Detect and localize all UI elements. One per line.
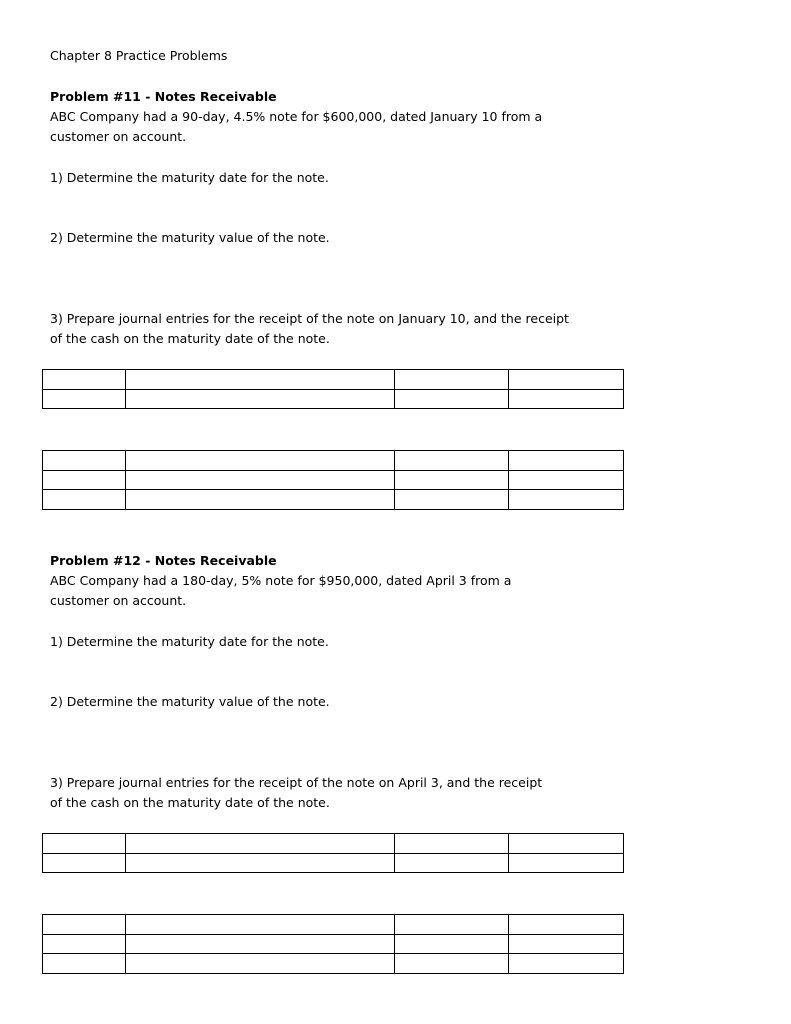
credit-cell[interactable] (509, 934, 624, 954)
problem-12-journal-entry-1 (42, 833, 624, 873)
credit-cell[interactable] (509, 853, 624, 873)
problem-12-intro-line1: ABC Company had a 180-day, 5% note for $950,000, dated April 3 from a (50, 573, 512, 588)
debit-cell[interactable] (395, 934, 509, 954)
debit-cell[interactable] (395, 370, 509, 390)
credit-cell[interactable] (509, 834, 624, 854)
date-cell[interactable] (43, 834, 126, 854)
debit-cell[interactable] (395, 490, 509, 510)
date-cell[interactable] (43, 370, 126, 390)
problem-12-question-1: 1) Determine the maturity date for the note. (50, 634, 329, 649)
credit-cell[interactable] (509, 490, 624, 510)
date-cell[interactable] (43, 934, 126, 954)
account-cell[interactable] (126, 470, 395, 490)
account-cell[interactable] (126, 834, 395, 854)
problem-11-heading: Problem #11 - Notes Receivable (50, 89, 277, 104)
problem-11-intro-line1: ABC Company had a 90-day, 4.5% note for $600,000, dated January 10 from a (50, 109, 543, 124)
account-cell[interactable] (126, 853, 395, 873)
table-row (43, 490, 624, 510)
credit-cell[interactable] (509, 470, 624, 490)
table-row (43, 370, 624, 390)
problem-11-journal-entry-2 (42, 450, 624, 510)
problem-12-question-2: 2) Determine the maturity value of the note. (50, 694, 330, 709)
doc-title: Chapter 8 Practice Problems (50, 48, 228, 63)
debit-cell[interactable] (395, 954, 509, 974)
problem-11-question-3-line2: of the cash on the maturity date of the note. (50, 331, 330, 346)
problem-12-heading: Problem #12 - Notes Receivable (50, 553, 277, 568)
problem-11-journal-entry-1 (42, 369, 624, 409)
debit-cell[interactable] (395, 853, 509, 873)
account-cell[interactable] (126, 934, 395, 954)
problem-11-intro-line2: customer on account. (50, 129, 187, 144)
problem-12-intro-line2: customer on account. (50, 593, 187, 608)
table-row (43, 954, 624, 974)
date-cell[interactable] (43, 915, 126, 935)
credit-cell[interactable] (509, 389, 624, 409)
table-row (43, 389, 624, 409)
credit-cell[interactable] (509, 954, 624, 974)
table-row (43, 853, 624, 873)
account-cell[interactable] (126, 389, 395, 409)
credit-cell[interactable] (509, 451, 624, 471)
problem-12-question-3-line1: 3) Prepare journal entries for the receipt of the note on April 3, and the receipt (50, 775, 543, 790)
table-row (43, 915, 624, 935)
debit-cell[interactable] (395, 470, 509, 490)
debit-cell[interactable] (395, 915, 509, 935)
table-row (43, 451, 624, 471)
credit-cell[interactable] (509, 915, 624, 935)
account-cell[interactable] (126, 954, 395, 974)
date-cell[interactable] (43, 954, 126, 974)
table-row (43, 470, 624, 490)
debit-cell[interactable] (395, 389, 509, 409)
date-cell[interactable] (43, 451, 126, 471)
account-cell[interactable] (126, 451, 395, 471)
date-cell[interactable] (43, 470, 126, 490)
problem-11-question-1: 1) Determine the maturity date for the note. (50, 170, 329, 185)
date-cell[interactable] (43, 389, 126, 409)
problem-11-question-2: 2) Determine the maturity value of the note. (50, 230, 330, 245)
problem-12-question-3-line2: of the cash on the maturity date of the note. (50, 795, 330, 810)
debit-cell[interactable] (395, 451, 509, 471)
account-cell[interactable] (126, 370, 395, 390)
credit-cell[interactable] (509, 370, 624, 390)
table-row (43, 834, 624, 854)
debit-cell[interactable] (395, 834, 509, 854)
account-cell[interactable] (126, 490, 395, 510)
table-row (43, 934, 624, 954)
date-cell[interactable] (43, 490, 126, 510)
date-cell[interactable] (43, 853, 126, 873)
problem-12-journal-entry-2 (42, 914, 624, 974)
problem-11-question-3-line1: 3) Prepare journal entries for the receipt of the note on January 10, and the receipt (50, 311, 569, 326)
account-cell[interactable] (126, 915, 395, 935)
